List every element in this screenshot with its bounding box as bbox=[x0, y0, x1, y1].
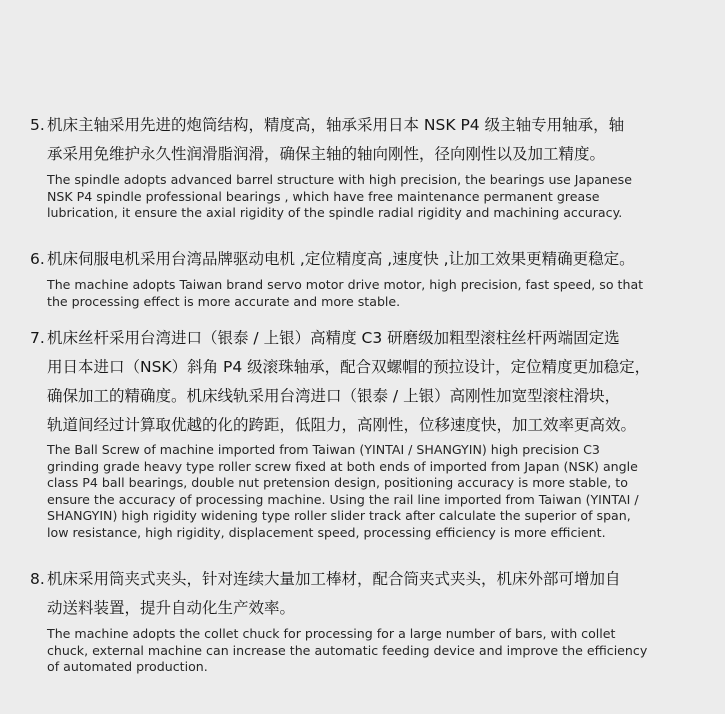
item-number: 5. bbox=[30, 116, 45, 134]
zh-line: 用日本进口（NSK）斜角 P4 级滚珠轴承，配合双螺帽的预拉设计，定位精度更加稳定， bbox=[47, 358, 651, 376]
zh-text: 机床伺服电机采用台湾品牌驱动电机 ,定位精度高 ,速度快 ,让加工效果更精确更稳定。 bbox=[47, 250, 635, 268]
zh-line bbox=[30, 324, 694, 353]
spec-item-5-english bbox=[30, 172, 694, 222]
spec-item-6 bbox=[30, 245, 694, 310]
en-line: ensure the accuracy of processing machine. Using the rail line imported from Taiwan (YINTAI / bbox=[47, 491, 639, 507]
zh-line: 确保加工的精确度。机床线轨采用台湾进口（银泰 / 上银）高刚性加宽型滚柱滑块， bbox=[47, 387, 621, 405]
spec-item-7-chinese bbox=[30, 324, 694, 440]
en-line: NSK P4 spindle professional bearings , which have free maintenance permanent grease bbox=[47, 188, 600, 204]
zh-line bbox=[30, 565, 694, 594]
zh-line: 轨道间经过计算取优越的化的跨距，低阻力，高刚性，位移速度快，加工效率更高效。 bbox=[47, 416, 637, 434]
zh-line bbox=[30, 111, 694, 140]
zh-line bbox=[30, 245, 694, 274]
en-line: The Ball Screw of machine imported from Taiwan (YINTAI / SHANGYIN) high precision C3 bbox=[47, 442, 600, 457]
en-line: the processing effect is more accurate and more stable. bbox=[47, 293, 401, 309]
spec-item-8-english bbox=[30, 626, 694, 676]
zh-line: 承采用免维护永久性润滑脂润滑，确保主轴的轴向刚性，径向刚性以及加工精度。 bbox=[47, 145, 606, 163]
item-number: 7. bbox=[30, 329, 45, 347]
en-line: class P4 ball bearings, double nut pretension design, positioning accuracy is more stable, to bbox=[47, 475, 628, 490]
en-line: of automated production. bbox=[47, 659, 208, 674]
en-line: low resistance, high rigidity, displacement speed, processing efficiency is more efficient. bbox=[47, 524, 606, 540]
spec-item-5 bbox=[30, 111, 694, 222]
zh-text: 机床丝杆采用台湾进口（银泰 / 上银）高精度 C3 研磨级加粗型滚柱丝杆两端固定选 bbox=[47, 329, 620, 347]
spec-item-6-chinese bbox=[30, 245, 694, 274]
spec-item-8 bbox=[30, 565, 694, 676]
en-line: grinding grade heavy type roller screw fixed at both ends of imported from Japan (NSK) angle bbox=[47, 458, 638, 474]
en-line: SHANGYIN) high rigidity widening type roller slider track after calculate the superior of span, bbox=[47, 508, 631, 523]
zh-text: 机床主轴采用先进的炮筒结构，精度高，轴承采用日本 NSK P4 级主轴专用轴承，轴 bbox=[47, 116, 625, 134]
item-number: 6. bbox=[30, 250, 45, 268]
spec-item-5-chinese bbox=[30, 111, 694, 169]
zh-line: 动送料装置，提升自动化生产效率。 bbox=[47, 599, 296, 617]
en-line: The machine adopts Taiwan brand servo motor drive motor, high precision, fast speed, so that bbox=[47, 277, 644, 292]
zh-text: 机床采用筒夹式夹头，针对连续大量加工棒材，配合筒夹式夹头，机床外部可增加自 bbox=[47, 570, 621, 588]
en-line: The machine adopts the collet chuck for processing for a large number of bars, with collet bbox=[47, 626, 616, 641]
spec-item-7-english bbox=[30, 442, 694, 541]
en-line: chuck, external machine can increase the automatic feeding device and improve the efficiency bbox=[47, 642, 648, 658]
spec-item-7 bbox=[30, 324, 694, 541]
en-line: The spindle adopts advanced barrel structure with high precision, the bearings use Japanese bbox=[47, 172, 632, 187]
item-number: 8. bbox=[30, 570, 45, 588]
spec-item-6-english bbox=[30, 277, 694, 310]
en-line: lubrication, it ensure the axial rigidity of the spindle radial rigidity and machining accuracy. bbox=[47, 205, 623, 220]
spec-item-8-chinese bbox=[30, 565, 694, 623]
